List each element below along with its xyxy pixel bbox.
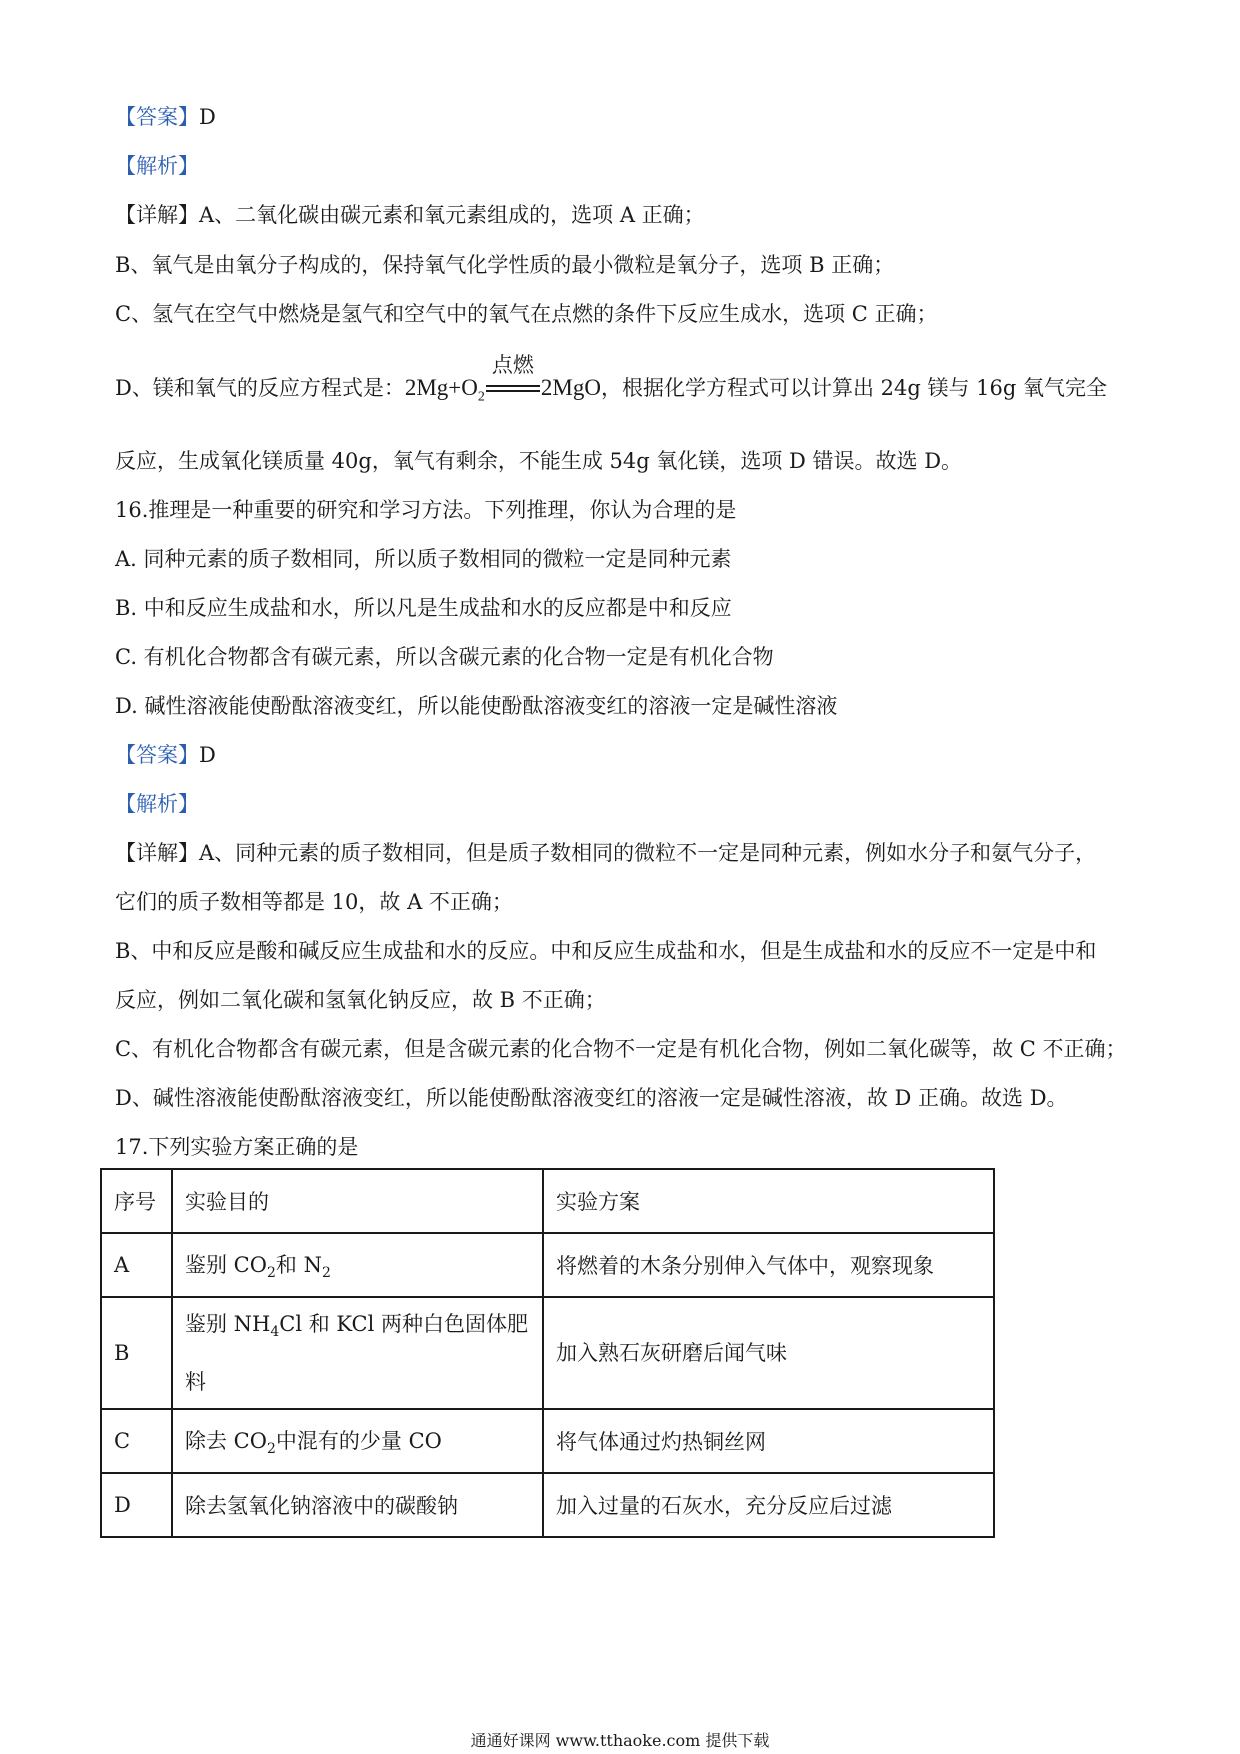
row-id: A [101, 1233, 172, 1297]
detail-tag: 【详解】 [115, 841, 199, 865]
purpose-text: 鉴别 NH [185, 1311, 271, 1336]
q16-option-a: A. 同种元素的质子数相同，所以质子数相同的微粒一定是同种元素 [115, 547, 732, 571]
row-plan: 将燃着的木条分别伸入气体中，观察现象 [543, 1233, 994, 1297]
table-row [101, 1409, 994, 1473]
purpose-text: 中混有的少量 CO [275, 1428, 442, 1453]
row-plan: 加入熟石灰研磨后闻气味 [543, 1297, 994, 1409]
q16-option-d: D. 碱性溶液能使酚酞溶液变红，所以能使酚酞溶液变红的溶液一定是碱性溶液 [115, 694, 838, 718]
q16-analysis-tag [115, 794, 199, 815]
row-purpose [172, 1233, 543, 1297]
purpose-sub: 2 [266, 1265, 276, 1282]
page-footer: 通通好课网 www.tthaoke.com 提供下载 [470, 1731, 770, 1750]
answer-tag: 【答案】 [115, 743, 199, 767]
row-purpose: 除去氢氧化钠溶液中的碳酸钠 [172, 1473, 543, 1537]
q16-detail-a1 [115, 843, 1096, 864]
row-purpose [172, 1297, 543, 1409]
answer-value: D [199, 105, 216, 129]
eq-left: 2Mg+O [404, 375, 478, 400]
purpose-text-line2: 料 [185, 1370, 206, 1395]
eq-bar-top [486, 385, 540, 387]
row-id: D [101, 1473, 172, 1537]
chemical-equation [404, 353, 601, 405]
analysis-tag: 【解析】 [115, 792, 199, 816]
eq-condition: 点燃 [491, 353, 534, 377]
equals-with-condition [486, 353, 540, 395]
q16-detail-d: D、碱性溶液能使酚酞溶液变红，所以能使酚酞溶液变红的溶液一定是碱性溶液，故 D 正确。故选 D。 [115, 1086, 1068, 1110]
table-row [101, 1233, 994, 1297]
purpose-text: 除去 CO [185, 1428, 267, 1453]
q15-answer [115, 107, 216, 128]
q15-detail-d-line2: 反应，生成氧化镁质量 40g，氧气有剩余，不能生成 54g 氧化镁，选项 D 错误。故选 D。 [115, 449, 963, 473]
purpose-sub: 2 [266, 1441, 276, 1458]
q15-analysis-tag [115, 156, 199, 177]
header-cell: 实验方案 [543, 1169, 994, 1233]
q16-option-c: C. 有机化合物都含有碳元素，所以含碳元素的化合物一定是有机化合物 [115, 645, 774, 669]
header-cell: 序号 [101, 1169, 172, 1233]
row-plan: 加入过量的石灰水，充分反应后过滤 [543, 1473, 994, 1537]
eq-sub: 2 [477, 389, 485, 405]
answer-value: D [199, 743, 216, 767]
q16-stem: 16.推理是一种重要的研究和学习方法。下列推理，你认为合理的是 [115, 498, 737, 522]
detail-d-pre: D、镁和氧气的反应方程式是： [115, 376, 405, 400]
q16-detail-c: C、有机化合物都含有碳元素，但是含碳元素的化合物不一定是有机化合物，例如二氧化碳等，故 C 不正确； [115, 1037, 1127, 1061]
row-plan: 将气体通过灼热铜丝网 [543, 1409, 994, 1473]
q15-detail-d [115, 353, 1107, 405]
q15-detail-a [115, 205, 705, 226]
analysis-tag: 【解析】 [115, 154, 199, 178]
row-id: B [101, 1297, 172, 1409]
purpose-sub: 4 [270, 1324, 280, 1341]
q15-detail-b: B、氧气是由氧分子构成的，保持氧气化学性质的最小微粒是氧分子，选项 B 正确； [115, 253, 895, 277]
q16-detail-a2: 它们的质子数相等都是 10，故 A 不正确； [115, 890, 513, 914]
q17-stem: 17.下列实验方案正确的是 [115, 1135, 359, 1159]
row-purpose [172, 1409, 543, 1473]
q16-detail-b1: B、中和反应是酸和碱反应生成盐和水的反应。中和反应生成盐和水，但是生成盐和水的反应不一定是中和 [115, 939, 1097, 963]
table-row [101, 1297, 994, 1409]
purpose-text: Cl 和 KCl 两种白色固体肥 [279, 1311, 529, 1336]
detail-text: A、同种元素的质子数相同，但是质子数相同的微粒不一定是同种元素，例如水分子和氨气分子， [199, 841, 1097, 865]
detail-tag: 【详解】 [115, 203, 199, 227]
detail-text: A、二氧化碳由碳元素和氧元素组成的，选项 A 正确； [199, 203, 705, 227]
purpose-sub: 2 [321, 1265, 331, 1282]
row-id: C [101, 1409, 172, 1473]
eq-right: 2MgO [540, 375, 601, 400]
purpose-text: 鉴别 CO [185, 1252, 267, 1277]
purpose-text: 和 N [275, 1252, 322, 1277]
table-header-row [101, 1169, 994, 1233]
eq-bar-bottom [486, 390, 540, 392]
q15-detail-c: C、氢气在空气中燃烧是氢气和空气中的氧气在点燃的条件下反应生成水，选项 C 正确； [115, 302, 938, 326]
q16-detail-b2: 反应，例如二氧化碳和氢氧化钠反应，故 B 不正确； [115, 988, 606, 1012]
header-cell: 实验目的 [172, 1169, 543, 1233]
q16-answer [115, 745, 216, 766]
answer-tag: 【答案】 [115, 105, 199, 129]
detail-d-post: ，根据化学方程式可以计算出 24g 镁与 16g 氧气完全 [600, 376, 1107, 400]
experiment-plan-table [100, 1168, 995, 1538]
table-row [101, 1473, 994, 1537]
q16-option-b: B. 中和反应生成盐和水，所以凡是生成盐和水的反应都是中和反应 [115, 596, 732, 620]
